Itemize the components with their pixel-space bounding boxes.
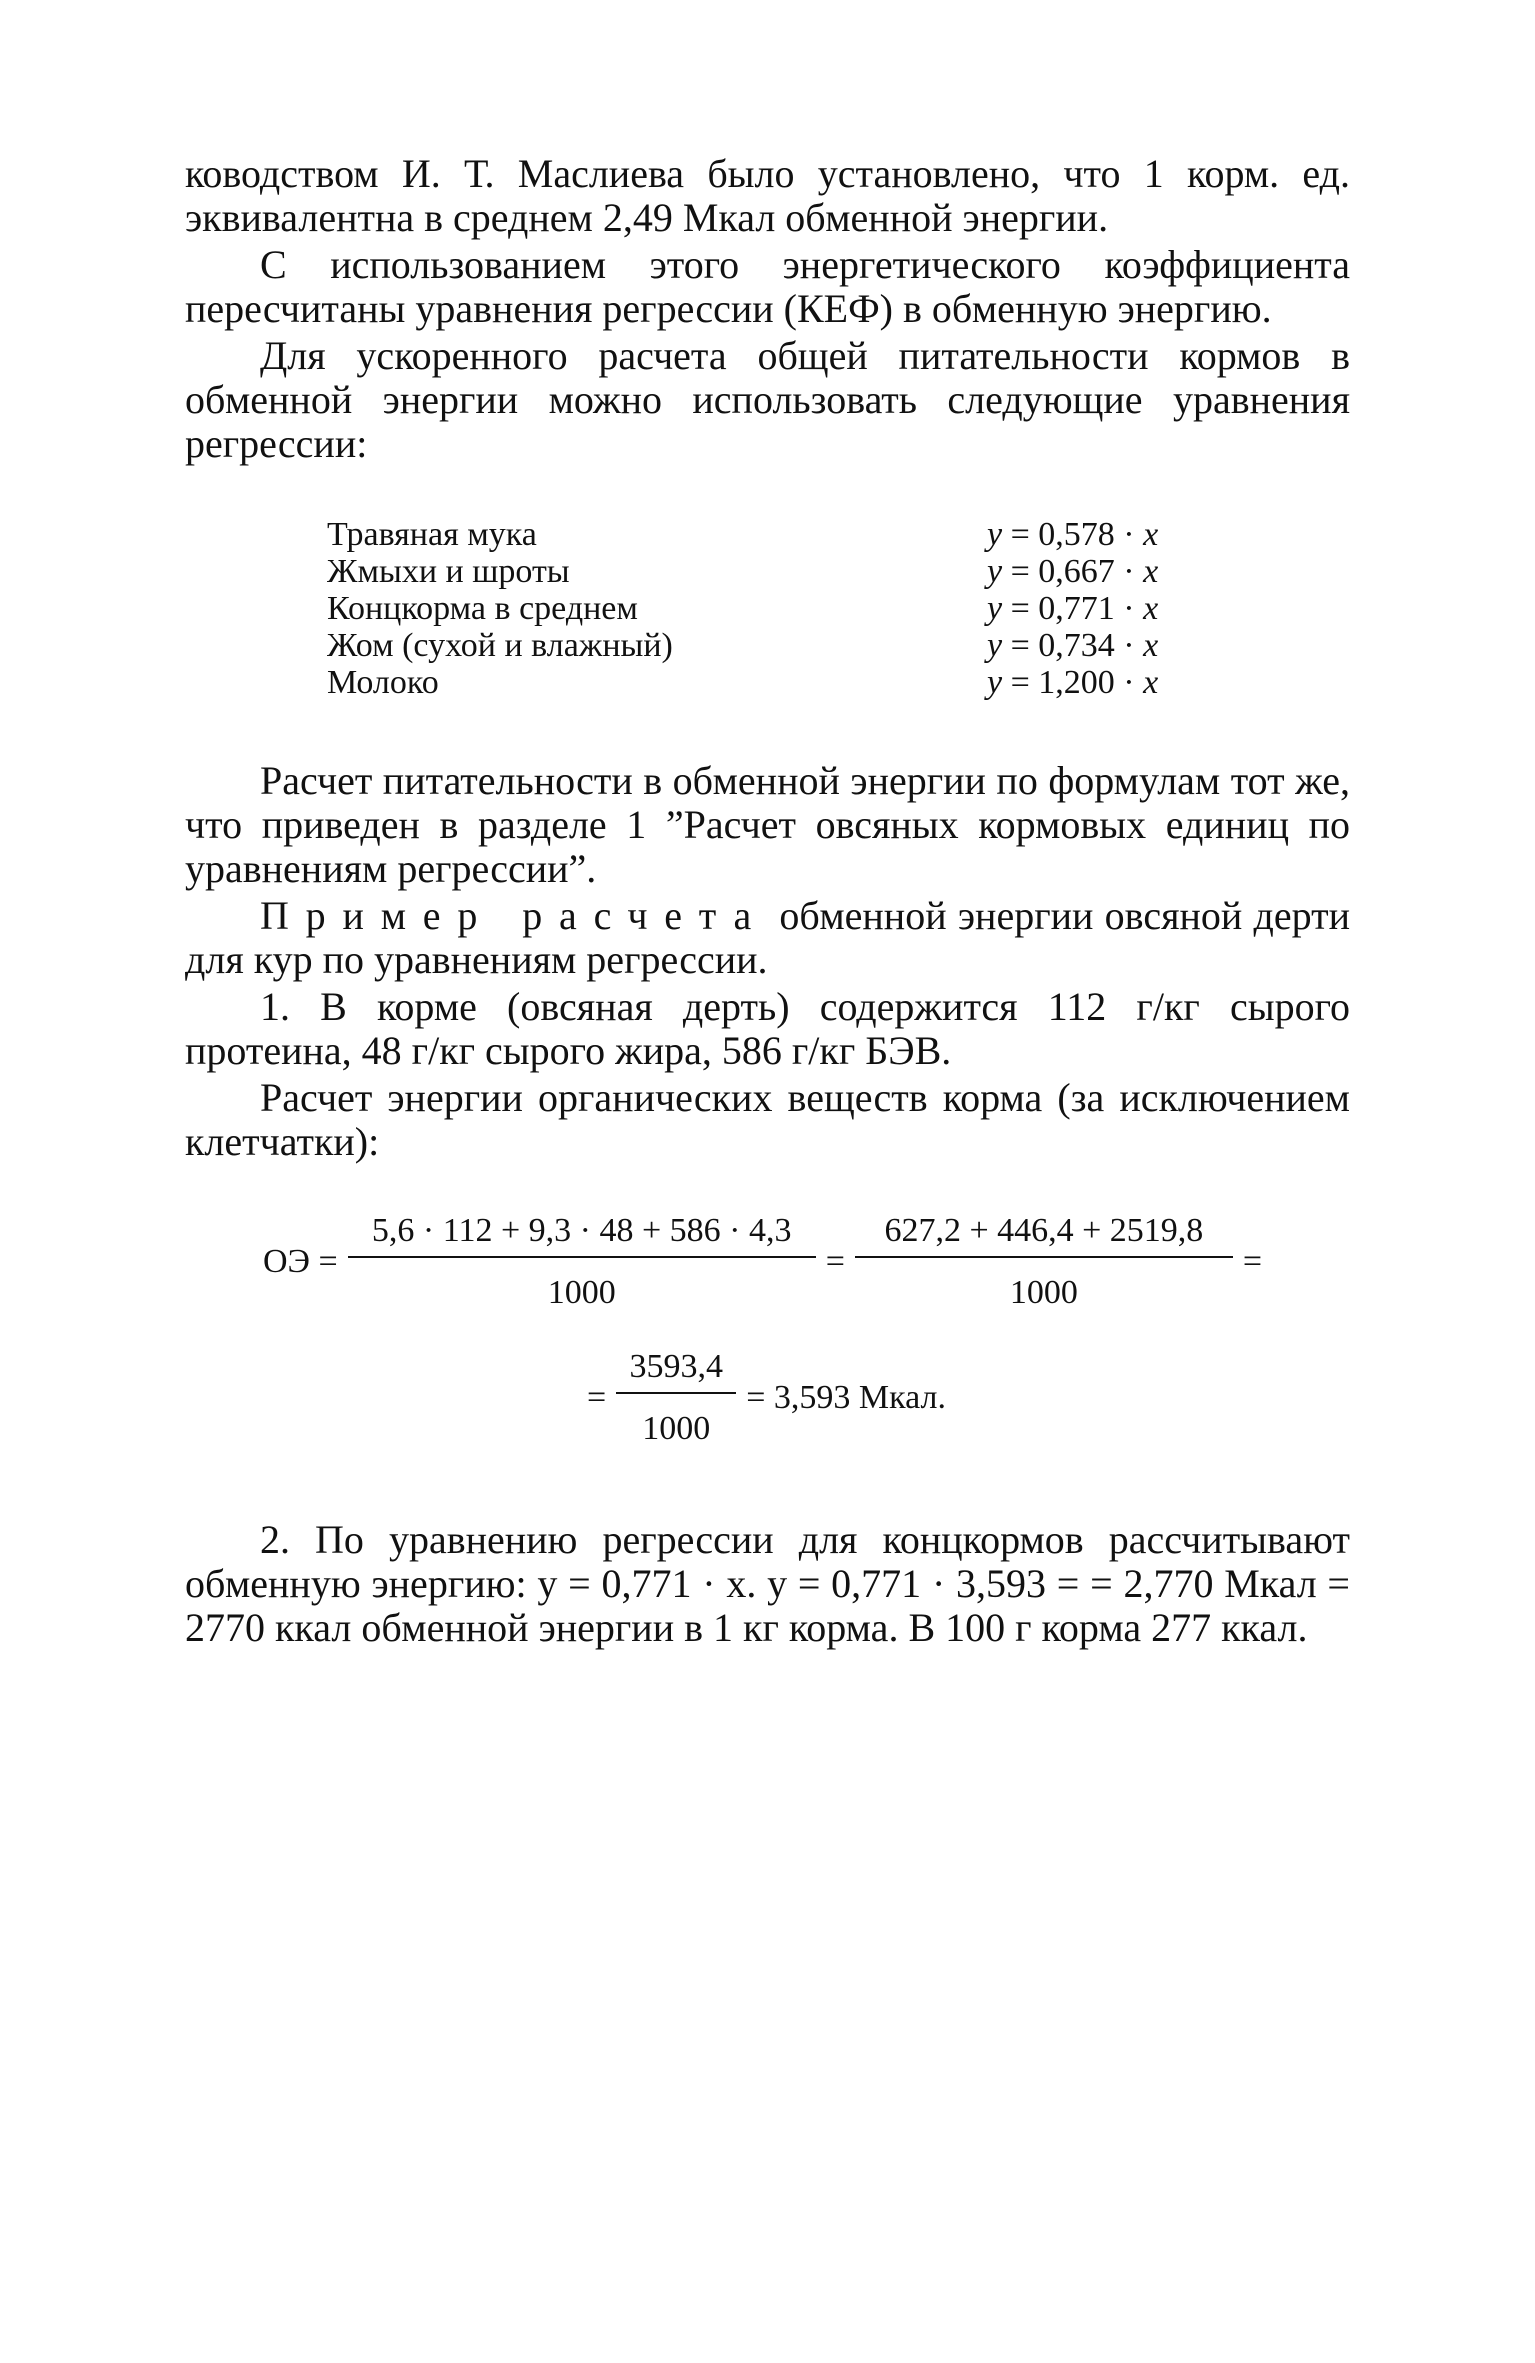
formula-result bbox=[577, 1350, 1350, 1446]
paragraph-calculation-note: Расчет питательности в обменной энергии по формулам тот же, что приведен в разделе 1 ”Расчет овсяных кормовых единиц по уравнениям регрессии”. bbox=[185, 758, 1350, 891]
paragraph-intro: ководством И. Т. Маслиева было установлено, что 1 корм. ед. эквивалентна в среднем 2,49 Мкал обменной энергии. bbox=[185, 151, 1350, 240]
formula-exchange-energy bbox=[253, 1214, 1350, 1310]
regression-equation: y = 1,200 · x bbox=[987, 664, 1159, 701]
feed-name: Травяная мука bbox=[327, 516, 537, 553]
paragraph-coefficient: С использованием этого энергетического коэффициента пересчитаны уравнения регрессии (КЕФ) в обменную энергию. bbox=[185, 242, 1350, 331]
feed-name: Молоко bbox=[327, 664, 439, 701]
regression-equation: y = 0,578 · x bbox=[987, 516, 1159, 553]
paragraph-regression-result: 2. По уравнению регрессии для концкормов рассчитывают обменную энергию: y = 0,771 · x. y = 0,771 · 3,593 = = 2,770 Мкал = 2770 ккал обменной энергии в 1 кг корма. В 100 г корма 277 ккал. bbox=[185, 1517, 1350, 1650]
fraction-numerator: 627,2 + 446,4 + 2519,8 bbox=[884, 1212, 1204, 1249]
table-row bbox=[327, 590, 1217, 627]
fraction-coefficients bbox=[348, 1214, 816, 1310]
example-label: Пример расчета bbox=[260, 893, 769, 938]
paragraph-regression-intro: Для ускоренного расчета общей питательности кормов в обменной энергии можно использовать следующие уравнения регрессии: bbox=[185, 333, 1350, 466]
page-content bbox=[185, 152, 1350, 1650]
formula-result-value: = 3,593 Мкал. bbox=[746, 1379, 946, 1416]
table-row bbox=[327, 516, 1217, 553]
paragraph-feed-composition: 1. В корме (овсяная дерть) содержится 112 г/кг сырого протеина, 48 г/кг сырого жира, 586 г/кг БЭВ. bbox=[185, 984, 1350, 1073]
fraction-numerator: 5,6 · 112 + 9,3 · 48 + 586 · 4,3 bbox=[371, 1212, 792, 1249]
equals-sign: = bbox=[1242, 1243, 1263, 1280]
regression-equation: y = 0,734 · x bbox=[987, 627, 1159, 664]
paragraph-energy-calc: Расчет энергии органических веществ корма (за исключением клетчатки): bbox=[185, 1075, 1350, 1164]
paragraph-example-heading bbox=[185, 894, 1350, 982]
regression-equation: y = 0,667 · x bbox=[987, 553, 1159, 590]
table-row bbox=[327, 553, 1217, 590]
fraction-products bbox=[855, 1214, 1233, 1310]
regression-equation: y = 0,771 · x bbox=[987, 590, 1159, 627]
fraction-denominator: 1000 bbox=[547, 1274, 616, 1311]
feed-name: Концкорма в среднем bbox=[327, 590, 638, 627]
fraction-denominator: 1000 bbox=[642, 1410, 711, 1447]
example-text: обменной энергии овсяной дерти для кур по уравнениям регрессии. bbox=[185, 893, 1350, 982]
fraction-sum bbox=[616, 1350, 736, 1446]
fraction-denominator: 1000 bbox=[1009, 1274, 1078, 1311]
feed-name: Жмыхи и шроты bbox=[327, 553, 570, 590]
equals-sign: = bbox=[825, 1243, 845, 1280]
formula-lhs: ОЭ = bbox=[263, 1243, 338, 1280]
regression-table bbox=[327, 516, 1217, 701]
fraction-numerator: 3593,4 bbox=[629, 1348, 723, 1385]
feed-name: Жом (сухой и влажный) bbox=[327, 627, 673, 664]
equals-sign: = bbox=[587, 1379, 607, 1416]
table-row bbox=[327, 664, 1217, 701]
table-row bbox=[327, 627, 1217, 664]
